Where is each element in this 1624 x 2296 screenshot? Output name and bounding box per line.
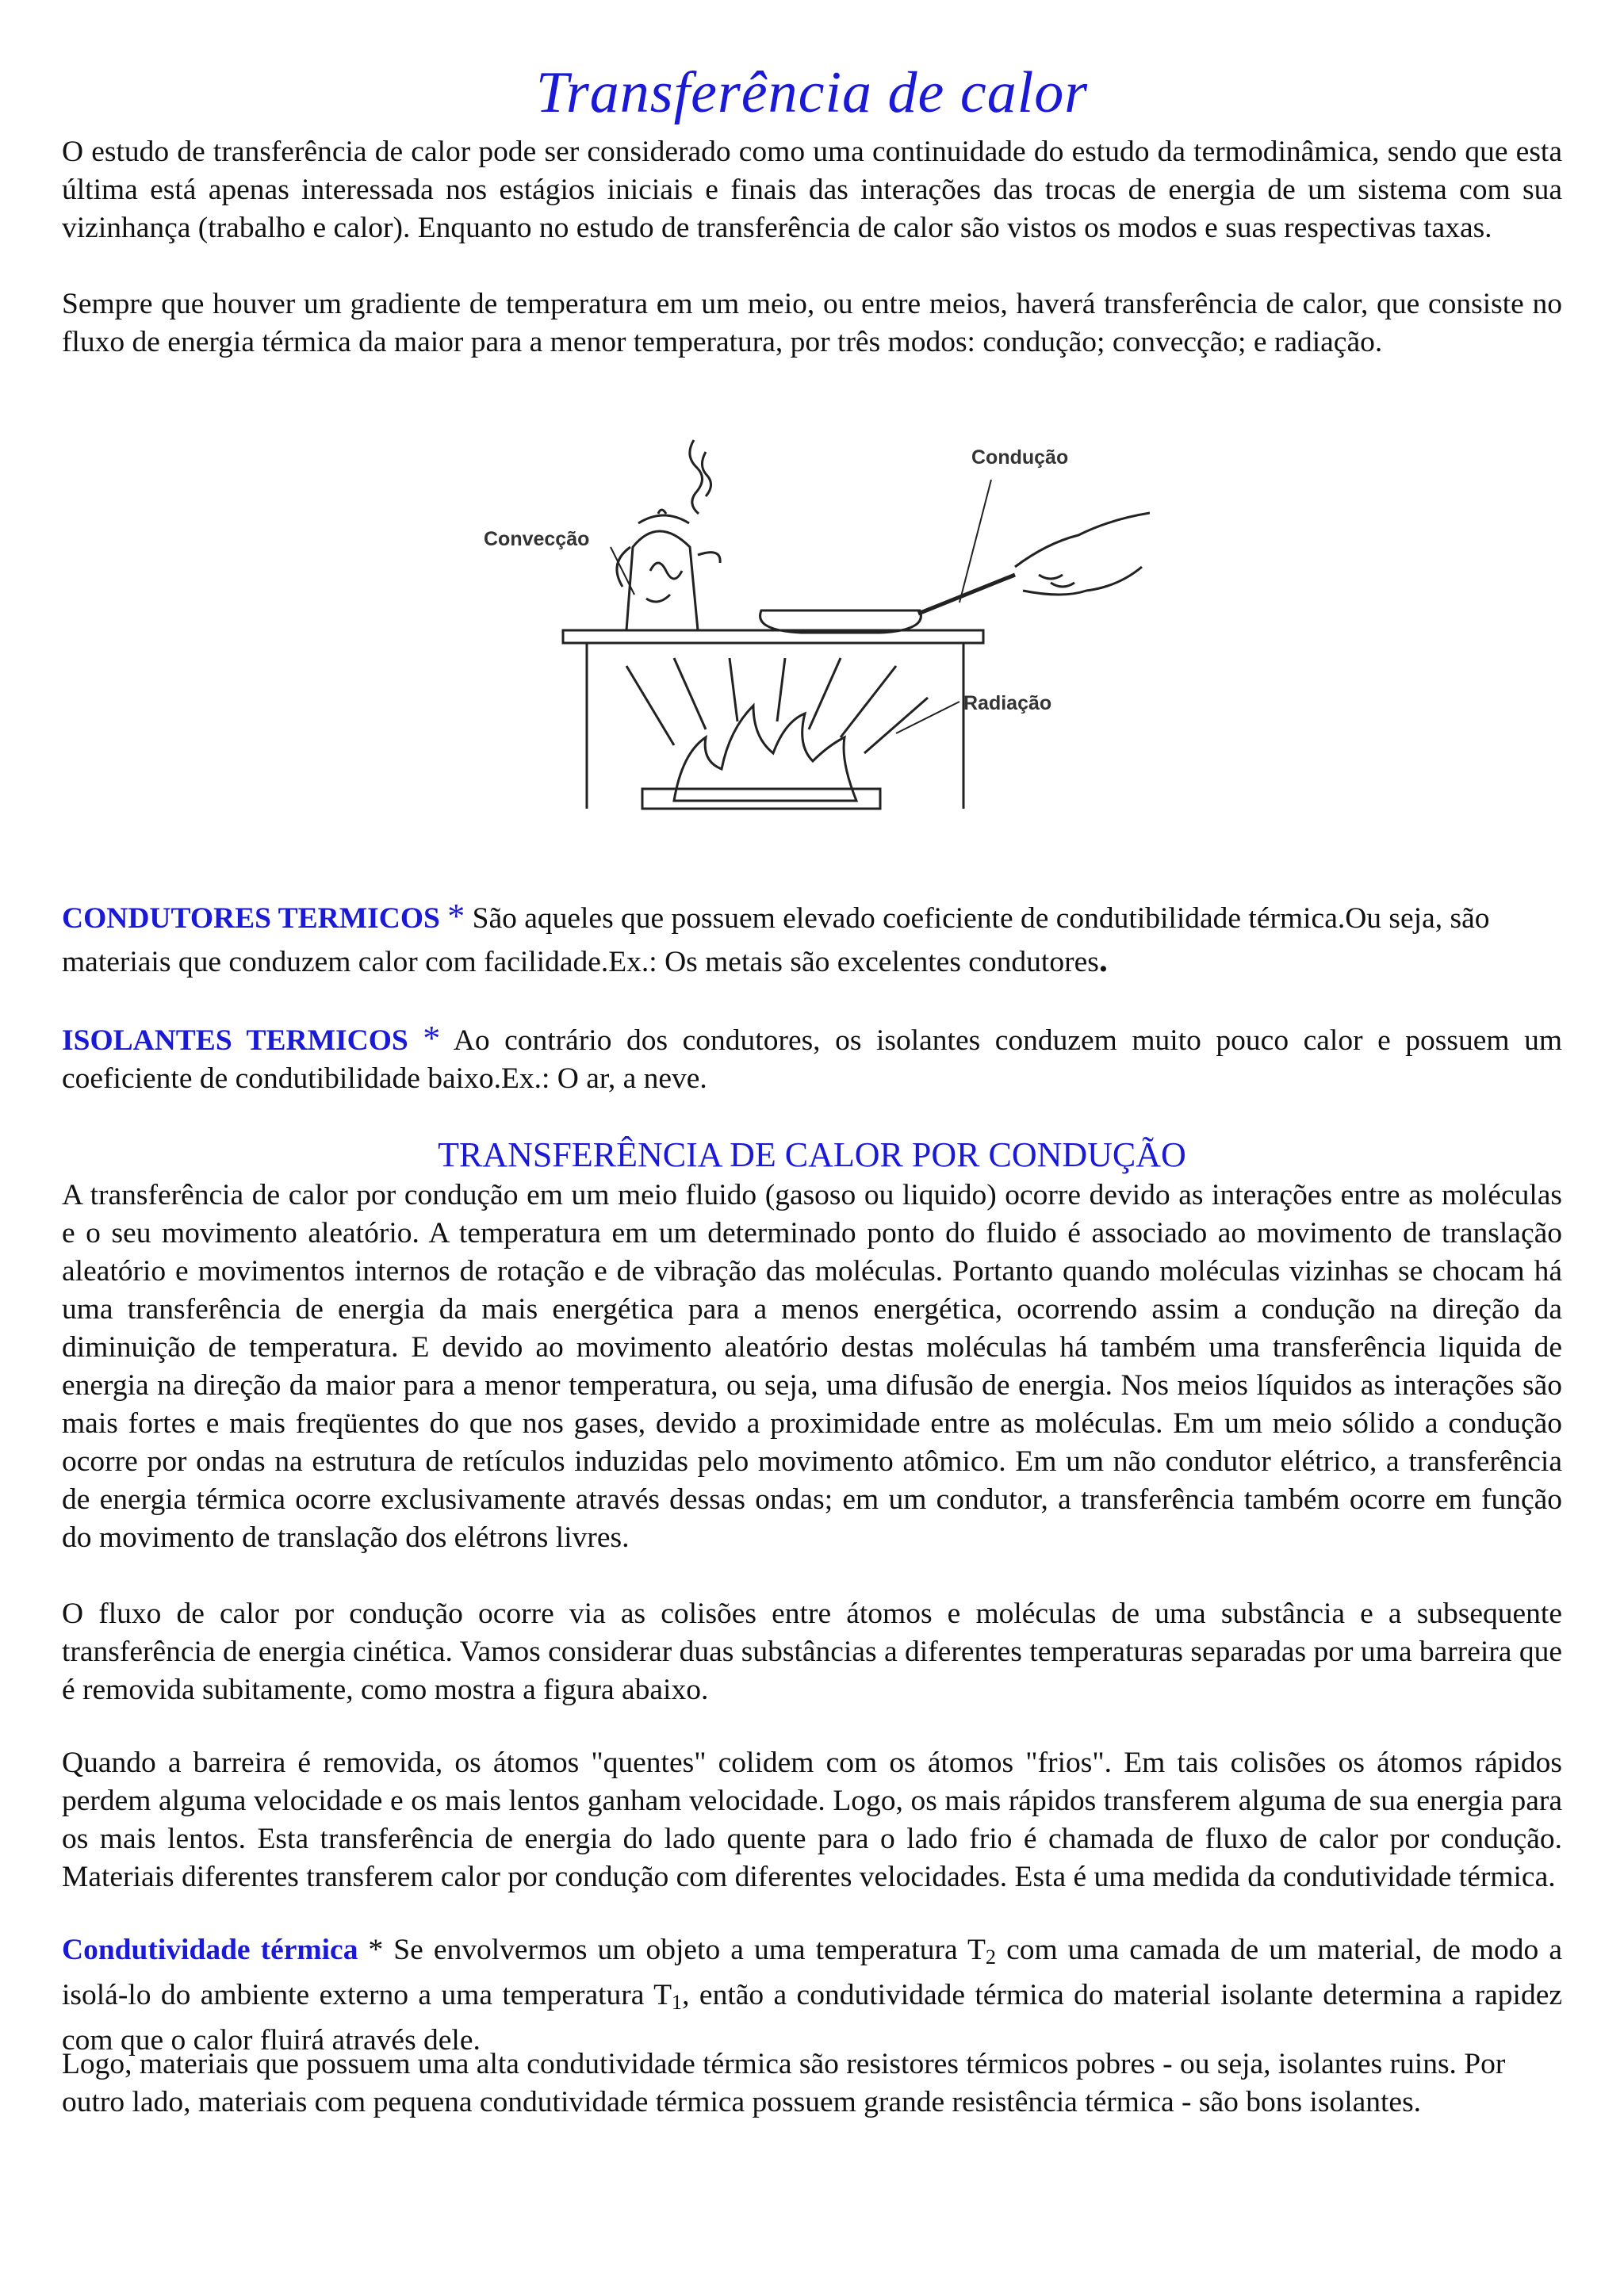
section-paragraph-1: A transferência de calor por condução em um meio fluido (gasoso ou liquido) ocorre devido as interações entre as moléculas e o seu movimento aleatório. A temperatura em um determinado ponto do fluido é associado ao movimento de translação aleatório e movimentos internos de rotação e de vibração das moléculas. Portanto quando moléculas vizinhas se chocam há uma transferência de energia da mais energética para a menos energética, ocorrendo assim a condução na direção da diminuição de temperatura. E devido ao movimento aleatório destas moléculas há também uma transferência liquida de energia na direção da maior para a menor temperatura, ou seja, uma difusão de energia. Nos meios líquidos as interações são mais fortes e mais freqüentes do que nos gases, devido a proximidade entre as moléculas. Em um meio sólido a condução ocorre por ondas na estrutura de retículos induzidas pelo movimento atômico. Em um não condutor elétrico, a transferência de energia térmica ocorre exclusivamente através dessas ondas; em um condutor, a transferência também ocorre em função do movimento de translação dos elétrons livres. [62, 1179, 1562, 1554]
hand-icon [1015, 513, 1150, 595]
section-paragraph-3: Quando a barreira é removida, os átomos "quentes" colidem com os átomos "frios". Em tais colisões os átomos rápidos perdem alguma velocidade e os mais lentos ganham velocidade. Logo, os mais rápidos transferem alguma de sua energia para os mais lentos. Esta transferência de energia do lado quente para o lado frio é chamada de fluxo de calor por condução. Materiais diferentes transferem calor por condução com diferentes velocidades. Esta é uma medida da condutividade térmica. [62, 1747, 1562, 1893]
condutividade-text-3: , então a condutividade térmica do material isolante determina a rapidez com que o calor fluirá através dele. [62, 1979, 1562, 2057]
intro-paragraph-2: Sempre que houver um gradiente de temperatura em um meio, ou entre meios, haverá transferência de calor, que consiste no fluxo de energia térmica da maior para a menor temperatura, por três modos: condução; convecção; e radiação. [62, 288, 1562, 358]
condutores-paragraph [62, 896, 1562, 983]
condutores-text: São aqueles que possuem elevado coeficiente de condutibilidade térmica.Ou seja, são materiais que conduzem calor com facilidade.Ex.: Os metais são excelentes condutores [62, 902, 1490, 978]
heat-transfer-drawing [468, 428, 1150, 817]
stove-top [563, 630, 983, 643]
section-title: TRANSFERÊNCIA DE CALOR POR CONDUÇÃO [438, 1135, 1186, 1174]
heat-transfer-figure [468, 428, 1150, 817]
steam-icon [690, 440, 703, 514]
condutividade-text-2: com uma camada de um material, de modo a isolá-lo do ambiente externo a uma temperatura T [62, 1934, 1562, 2011]
condutores-end: . [1098, 940, 1108, 979]
subscript-2: 2 [985, 1946, 997, 1969]
condutividade-term: Condutividade térmica [62, 1934, 358, 1966]
section-paragraph-2: O fluxo de calor por condução ocorre via as colisões entre átomos e moléculas de uma substância e a subsequente transferência de energia cinética. Vamos considerar duas substâncias a diferentes temperaturas separadas por uma barreira que é removida subitamente, como mostra a figura abaixo. [62, 1598, 1562, 1706]
condutores-star: * [447, 897, 465, 936]
label-conducao: Condução [971, 446, 1069, 469]
page-title: Transferência de calor [535, 60, 1089, 125]
isolantes-paragraph [62, 1020, 1562, 1098]
final-paragraph: Logo, materiais que possuem uma alta condutividade térmica são resistores térmicos pobres - ou seja, isolantes ruins. Por outro lado, materiais com pequena condutividade térmica possuem grande resistência térmica - são bons isolantes. [62, 2048, 1506, 2118]
condutividade-paragraph [62, 1931, 1562, 2060]
isolantes-text: Ao contrário dos condutores, os isolantes conduzem muito pouco calor e possuem um coeficiente de condutibilidade baixo.Ex.: O ar, a neve. [62, 1024, 1562, 1095]
label-conveccao: Convecção [484, 528, 590, 550]
kettle-icon [626, 531, 698, 630]
isolantes-term: ISOLANTES TERMICOS [62, 1024, 408, 1057]
condutividade-text-1: * Se envolvermos um objeto a uma temperatura T [358, 1934, 986, 1966]
wood-logs [642, 789, 880, 809]
label-radiacao: Radiação [963, 692, 1052, 714]
intro-paragraph-1: O estudo de transferência de calor pode ser considerado como uma continuidade do estudo da termodinâmica, sendo que esta última está apenas interessada nos estágios iniciais e finais das interações das trocas de energia de um sistema com sua vizinhança (trabalho e calor). Enquanto no estudo de transferência de calor são vistos os modos e suas respectivas taxas. [62, 136, 1562, 244]
condutores-term: CONDUTORES TERMICOS [62, 902, 440, 935]
isolantes-star: * [423, 1019, 441, 1058]
subscript-1: 1 [672, 1991, 683, 2014]
